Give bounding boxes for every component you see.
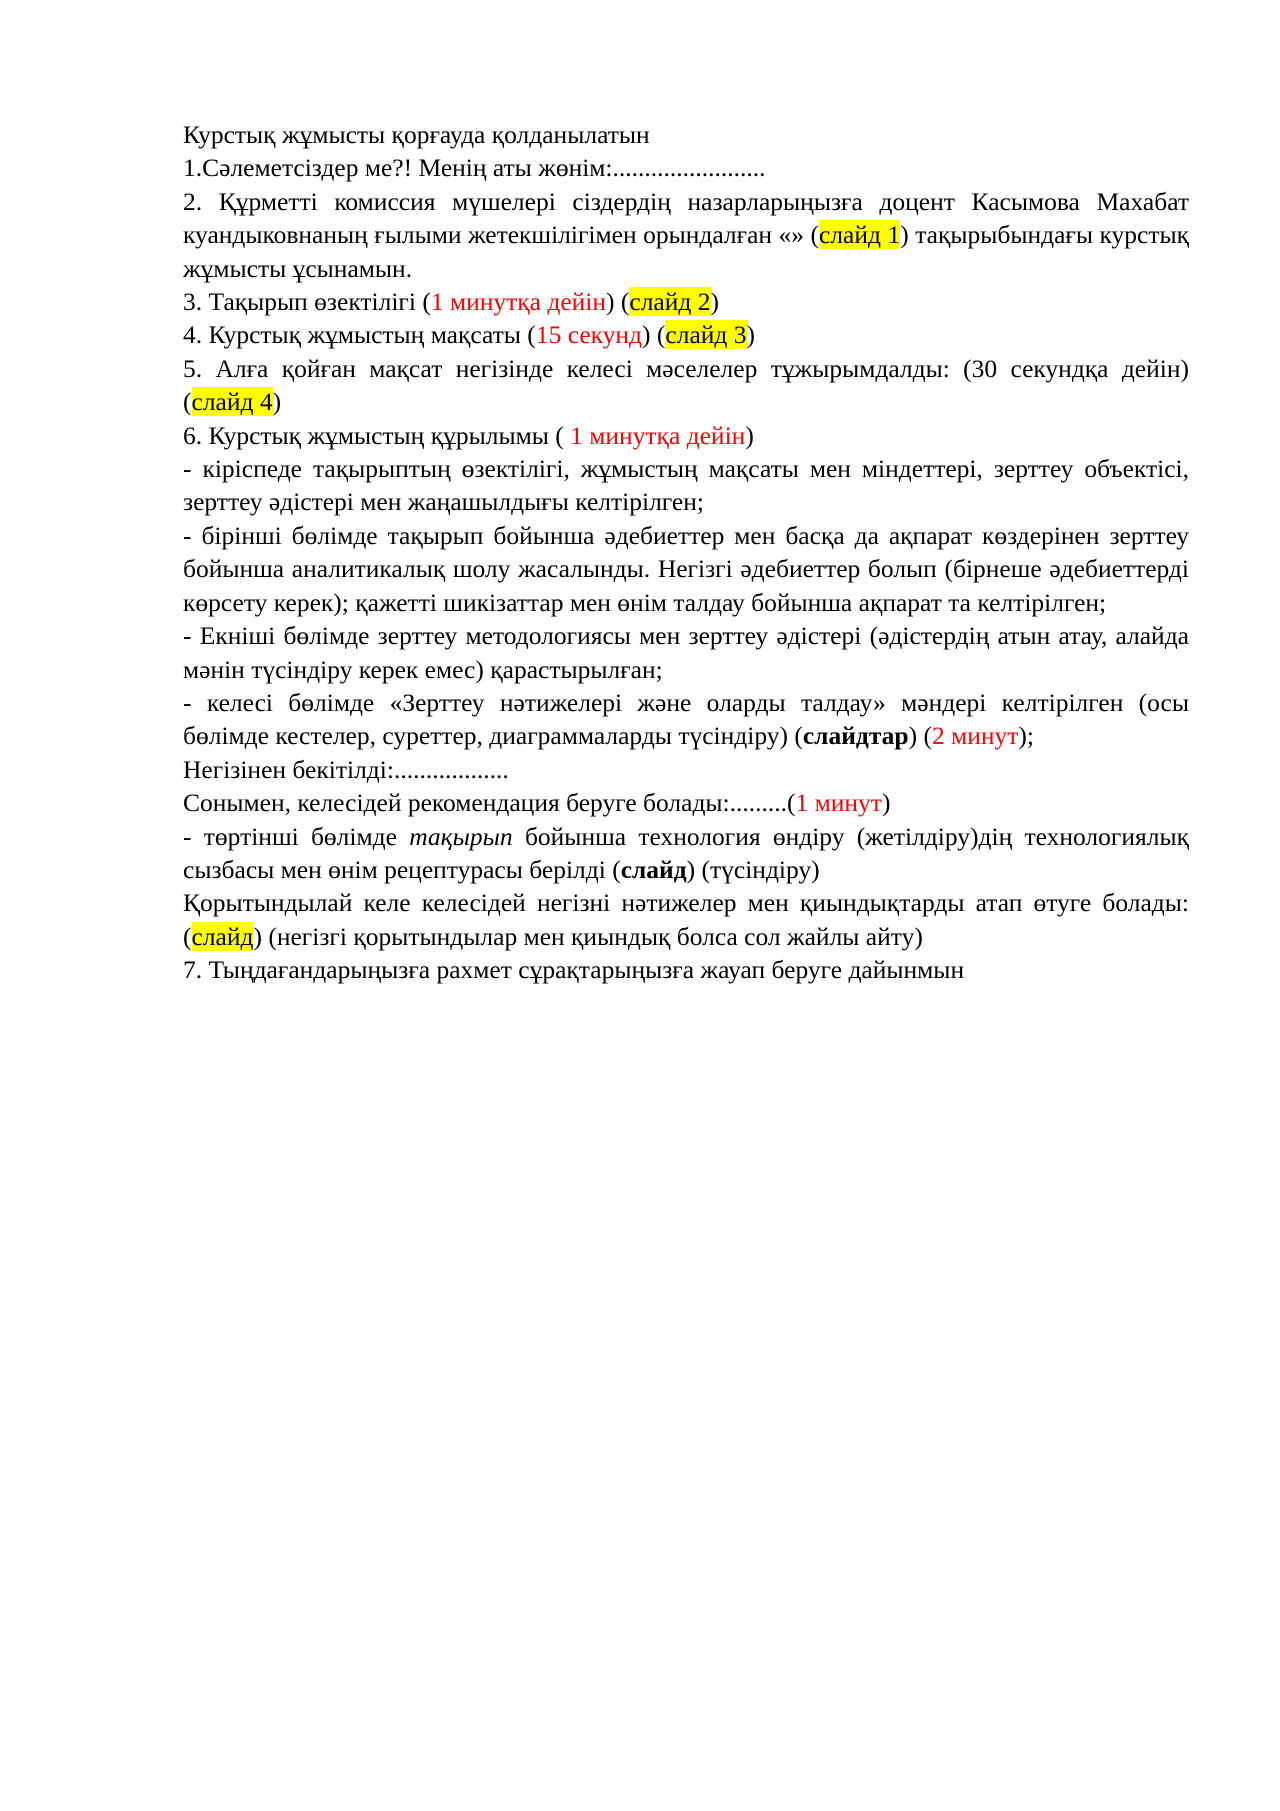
structure-paragraph [183,419,1189,452]
introduction-text-end: ) тақырыбындағы курстық жұмысты ұсынамын. [183,220,1189,283]
introduction-text: 2. Құрметті комиссия мүшелері сіздердің назарларыңызға доцент Касымова Махабат куандыковнаның ғылыми жетекшілігімен орындалған «» ( [183,186,1189,250]
structure-close: ) [745,420,754,450]
conclusion-close: ) (негізгі қорытындылар мен қиындық болса сол жайлы айту) [253,921,923,951]
document-page [183,118,1189,987]
approved-paragraph: Негізінен бекітілді:.................. [183,754,509,784]
relevance-paragraph [183,285,1189,318]
structure-text: 6. Курстық жұмыстың құрылымы ( [183,420,571,450]
tasks-close: ) [272,387,282,417]
fourth-chapter-body: бойынша технология өндіру (жетілдіру)дің технологиялық сызбасы мен өнім рецептурасы берілді ( [183,821,1189,884]
slide-conclusion-marker: слайд [191,921,254,951]
tasks-text: 5. Алға қойған мақсат негізінде келесі мәселелер тұжырымдалды: (30 секундқа дейін) ( [183,353,1189,417]
recommendation-close: ) [881,788,891,818]
slide-4-marker: слайд 4 [191,387,273,417]
second-chapter-bullet: - Екніші бөлімде зерттеу методологиясы мен зерттеу әдістері (әдістердің атын атау, алайда мәнін түсіндіру керек емес) қарастырылған; [183,621,1189,684]
slide-1-marker: слайд 1 [819,220,901,250]
slide-3-marker: слайд 3 [665,320,747,350]
fourth-chapter-bullet [183,820,1189,887]
slide-2-marker: слайд 2 [629,287,711,317]
fourth-chapter-text: - төртінші бөлімде [183,821,410,851]
goal-time: 15 секунд [535,320,643,350]
fourth-chapter-close: ) (түсіндіру) [686,854,820,884]
introduction-paragraph [183,185,1189,285]
recommendation-time: 1 минут [795,788,882,818]
structure-time: 1 минутқа дейін [570,420,746,450]
results-chapter-bullet [183,686,1189,753]
greeting-paragraph: 1.Сәлеметсіздер ме?! Менің аты жөнім:........................ [183,153,766,183]
goal-text: 4. Курстық жұмыстың мақсаты ( [183,320,536,350]
goal-sep: ) ( [642,320,666,350]
goal-close: ) [746,320,756,350]
topic-word: тақырып [409,821,513,851]
recommendation-paragraph [183,786,1189,819]
recommendation-text: Сонымен, келесідей рекомендация беруге болады:.........( [183,788,796,818]
slide-label: слайд [620,854,687,884]
tasks-paragraph [183,352,1189,419]
document-title: Курстық жұмысты қорғауда қолданылатын [183,120,650,149]
relevance-text: 3. Тақырып өзектілігі ( [183,287,431,317]
goal-paragraph [183,318,1189,351]
results-sep: ) ( [908,721,932,751]
conclusion-text: Қорытындылай келе келесідей негізні нәтижелер мен қиындықтарды атап өтуге болады: ( [183,888,1189,951]
relevance-sep: ) ( [606,287,630,317]
thanks-paragraph: 7. Тыңдағандарыңызға рахмет сұрақтарыңызға жауап беруге дайынмын [183,955,965,985]
results-close: ); [1018,721,1034,751]
relevance-close: ) [710,287,719,317]
introduction-bullet: - кіріспеде тақырыптың өзектілігі, жұмыстың мақсаты мен міндеттері, зерттеу объектісі, зерттеу әдістері мен жаңашылдығы келтірілген; [183,454,1189,517]
results-time: 2 минут [931,721,1019,751]
conclusion-paragraph [183,886,1189,953]
results-text: - келесі бөлімде «Зерттеу нәтижелері және оларды талдау» мәндері келтірілген (осы бөлімде кестелер, суреттер, диаграммаларды түсіндіру) ( [183,687,1189,751]
relevance-time: 1 минутқа дейін [430,287,607,317]
first-chapter-bullet: - бірінші бөлімде тақырып бойынша әдебиеттер мен басқа да ақпарат көздерінен зерттеу бойынша аналитикалық шолу жасалынды. Негізгі әдебиеттер болып (бірнеше әдебиеттерді көрсету керек); қажетті шикізаттар мен өнім талдау бойынша ақпарат та келтірілген; [183,520,1189,617]
slides-label: слайдтар [802,721,909,751]
